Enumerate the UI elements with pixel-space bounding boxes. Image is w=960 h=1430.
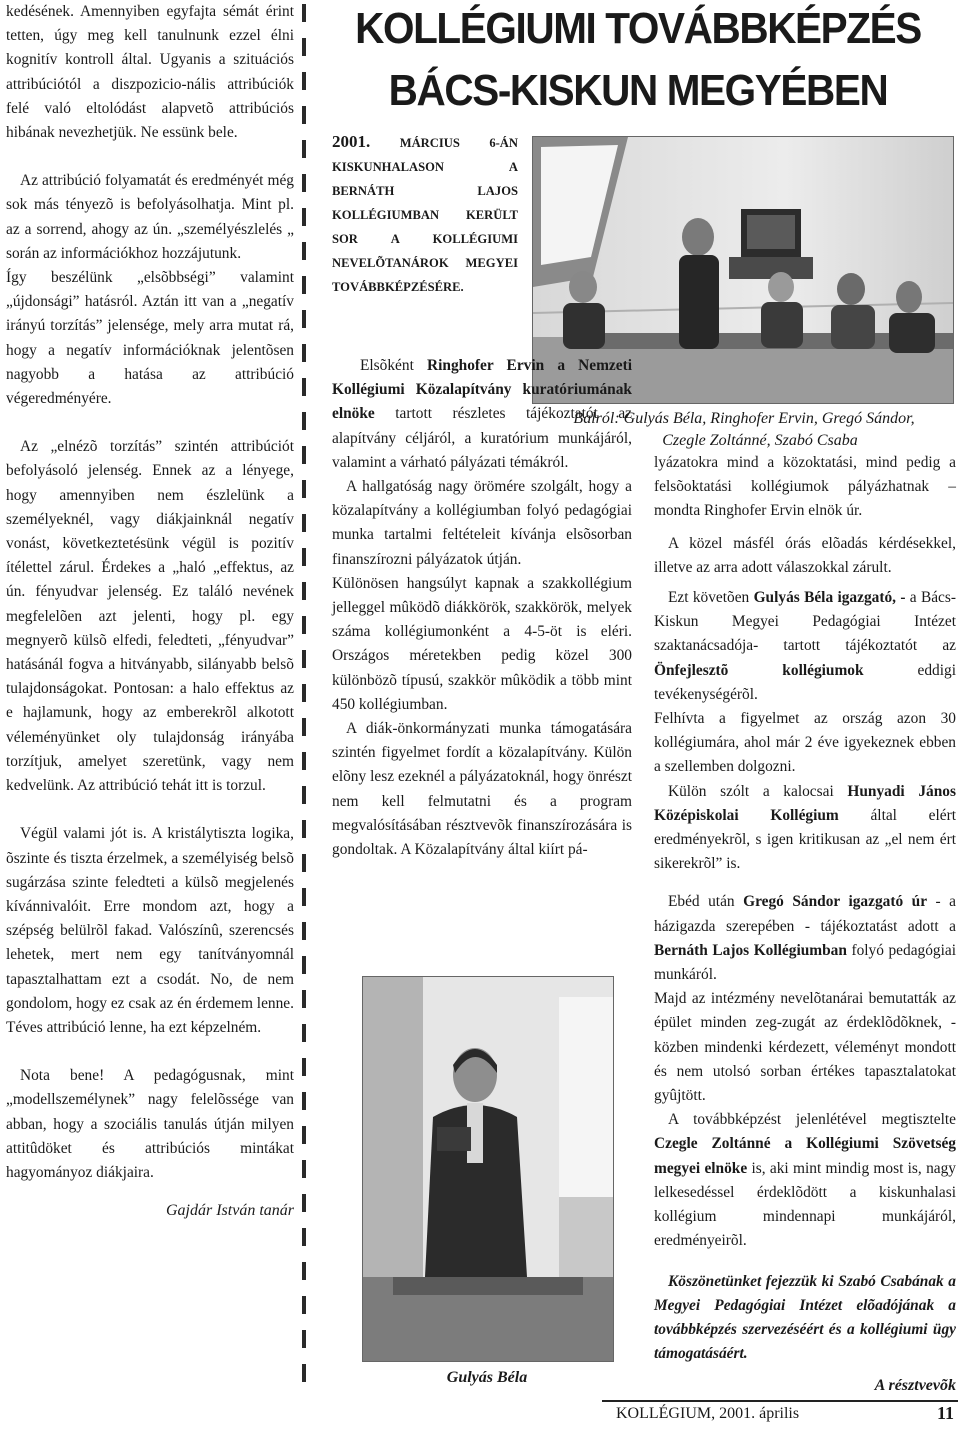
right-paragraph-1: lyázatokra mind a közoktatási, mind pedig a felsõoktatási kollégiumok pályázhatnak – mondta Ringhofer Ervin elnök úr. [654,454,956,520]
p3-c: a Bács-Kiskun Megyei Pedagógiai Intézet szaktanácsadója- tartott tájékoztatót az [654,589,956,655]
p8-a: A továbbképzést jelenlétével megtisztelte [668,1111,956,1129]
p6-e: folyó pedagógiai munkáról. [654,941,956,984]
p5-a: Külön szólt a kalocsai [668,782,834,800]
right-paragraph-6 [654,890,956,987]
intro-rest: tartott részletes tájékoztatót az alapítvány céljáról, a kuratórium munkájáról, valamint a várható pályázati témákról. [332,405,632,471]
page-footer [602,1400,958,1430]
speaker-photo-caption: Gulyás Béla [446,1369,528,1386]
left-paragraph-2: Az attribúció folyamatát és eredményét még sok más tényezõ is befolyásolhatja. Mint pl. az a sorrend, ahogy az ún. „személyészlelés „ során az információkhoz hozzájutunk. [6,172,294,262]
p8-c: is, aki mint mindig most is, nagy lelkesedéssel érdeklõdött a kiskunhalasi kollégium mindennapi munkájáról, eredményeirõl. [654,1159,956,1250]
article-title-line-2: BÁCS-KISKUN MEGYÉBEN [388,66,888,115]
left-paragraph-1: kedésének. Amennyiben egyfajta sémát érint tetten, úgy meg kell tanulnunk ezzel élni kognitív kontroll által. Ugyanis a szituációs attribúciótól a diszpozicio-nális attribúciók felé való eltolódást alapvetõ attribúciós hibának nevezhetjük. Ne essünk bele. [6,3,294,142]
right-paragraph-5 [654,780,956,877]
right-paragraph-7: Majd az intézmény nevelõtanárai bemutatták az épület minden zeg-zugát az érdeklõdõknek, - közben mindenki kérdezett, véleményt mondott és nem utolsó sorban értékes tapasztalatokat gyûjtött. [654,990,956,1105]
right-column [654,451,956,1399]
left-paragraph-4: Az „elnézõ torzítás” szintén attribúciót befolyásoló jelenség. Ennek az a lényege, hogy amennyiben nem észlelünk a személyeknél, vagy diákjainknál negatív vonást, következtetésünk végül is pozitív ítélettel zárul. Érdekes a „haló „effektus, az ún. fényudvar jelenség. Ez találó nevének megfelelõen azt jelenti, hogy pl. egy megnyerõ külsõ elfedi, feledteti, „fényudvar” hatásánál fogva a hitványabb, silányabb belsõ tulajdonságokat. Pontosan: a halo effektus az e hajlamunk, hogy az emberekrõl alkotott véleményünket oly tulajdonság irányába torzítjuk, amelyet szeretünk, vagy nem kedvelünk. Az attribúció tehát itt is torzul. [6,438,294,795]
intro-first-word: Elsõként [360,357,414,374]
intro-bold-name: Ringhofer Ervin a Nemzeti Kollégiumi Közalapítvány kuratóriumának elnöke [332,357,632,423]
footer-publication: KOLLÉGIUM, 2001. április [616,1405,800,1422]
p5-b: Hunyadi János Középiskolai Kollégium [654,782,956,824]
middle-paragraph-3: A diák-önkormányzati munka támogatására szintén figyelmet fordít a közalapítvány. Külön elõny lesz ezeknél a pályázatoknál, hogy önrészt nem kell felmutatni és a program megvalósításában résztvevõk finanszírozására is gondoltak. A Közalapítvány által kiírt pá- [332,720,632,859]
article-lead [332,130,518,299]
group-photo-caption-line-2: Czegle Zoltánné, Szabó Csaba [662,432,858,449]
p6-d: Bernáth Lajos Kollégiumban [654,941,847,959]
left-paragraph-5: Végül valami jót is. A kristálytiszta logika, õszinte és tiszta érzelmek, a személyiség belsõ sugárzása szinte feledteti a külsõ megjelenés kívánnivalóit. Erre mondom azt, hogy a szépség belülrõl fakad. Valószínû, szerencsés lehetek, mert nem egy tanítványomnál tapasztalhattam ezt a csodát. No, de nem gondolom, hogy ez csak az én érdemem lenne. Téves attribúció lenne, ha ezt képzelném. [6,825,294,1036]
speaker-photo-image [363,977,613,1361]
author-signature: Gajdár István tanár [166,1202,294,1220]
left-paragraph-6: Nota bene! A pedagógusnak, mint „modellszemélynek” nagy felelõssége van abban, hogy a szociális tanulás útján milyen attitûdöket és attribúciós mintákat hagyományoz diákjaira. [6,1067,294,1181]
thanks-paragraph: Köszönetünket fejezzük ki Szabó Csabának a Megyei Pedagógiai Intézet elõadójának a továbbképzés szervezéséért és a kollégiumi ügy támogatásáért. [654,1272,956,1363]
right-signature: A résztvevõk [874,1377,956,1395]
p6-c: - a házigazda szerepében - tájékoztatást adott a [654,893,956,935]
middle-column [332,354,632,862]
article-title-line-1: KOLLÉGIUMI TOVÁBBKÉPZÉS [355,4,921,53]
p6-b: Gregó Sándor igazgató úr [743,893,928,911]
p5-c: által elért eredményekrõl, s igen kritikusan az „el nem ért sikerekrõl” is. [654,806,956,873]
column-divider [302,4,306,1384]
group-photo-caption-line-1: Balról: Gulyás Béla, Ringhofer Ervin, Gregó Sándor, [573,410,915,427]
right-paragraph-2: A közel másfél órás elõadás kérdésekkel, illetve az arra adott válaszokkal zárult. [654,534,956,576]
p3-a: Ezt követõen [668,589,750,607]
lead-year: 2001. [332,132,371,151]
left-column [6,0,294,1223]
middle-paragraph-1: A hallgatóság nagy örömére szolgált, hogy a közalapítvány a kollégiumban folyó pedagógiai munka tartalmi feltételeit kívánja elsõsorban finanszírozni pályázatok útján. [332,478,632,568]
p3-b: Gulyás Béla igazgató, - [753,589,906,607]
middle-paragraph-2: Különösen hangsúlyt kapnak a szakkollégium jelleggel mûködõ diákkörök, szakkörök, melyek száma kollégiumonként a 4-5-öt is eléri. Országos méretekben pedig közel 300 különbözõ típusú, szakkör mûködik a több mint 450 kollégiumban. [332,574,632,713]
footer-page-number: 11 [936,1403,954,1423]
middle-intro [332,354,632,475]
lead-text: MÁRCIUS 6-ÁN KISKUNHALASON A BERNÁTH LAJOS KOLLÉGIUMBAN KERÜLT SOR A KOLLÉGIUMI NEVELÕTANÁROK MEGYEI TOVÁBBKÉPZÉSÉRE. [332,136,518,294]
p3-e: eddigi tevékenységérõl. [654,661,956,703]
left-paragraph-3: Így beszélünk „elsõbbségi” valamint „újdonsági” hatásról. Aztán itt van a „negatív irányú torzítás” jelensége, mely arra mutat rá, hogy a negatív információknak jelentõsen nagyobb a hatása az attribúció végeredményére. [6,269,294,408]
p8-b: Czegle Zoltánné a Kollégiumi Szövetség megyei elnöke [654,1135,956,1177]
right-paragraph-3 [654,586,956,707]
p6-a: Ebéd után [668,893,735,911]
p3-d: Önfejlesztõ kollégiumok [654,661,864,679]
right-paragraph-8 [654,1108,956,1253]
right-paragraph-4: Felhívta a figyelmet az ország azon 30 kollégiumára, ahol már 2 éve igyekeznek ebben a szellemben dolgozni. [654,710,956,776]
speaker-photo [362,976,614,1362]
